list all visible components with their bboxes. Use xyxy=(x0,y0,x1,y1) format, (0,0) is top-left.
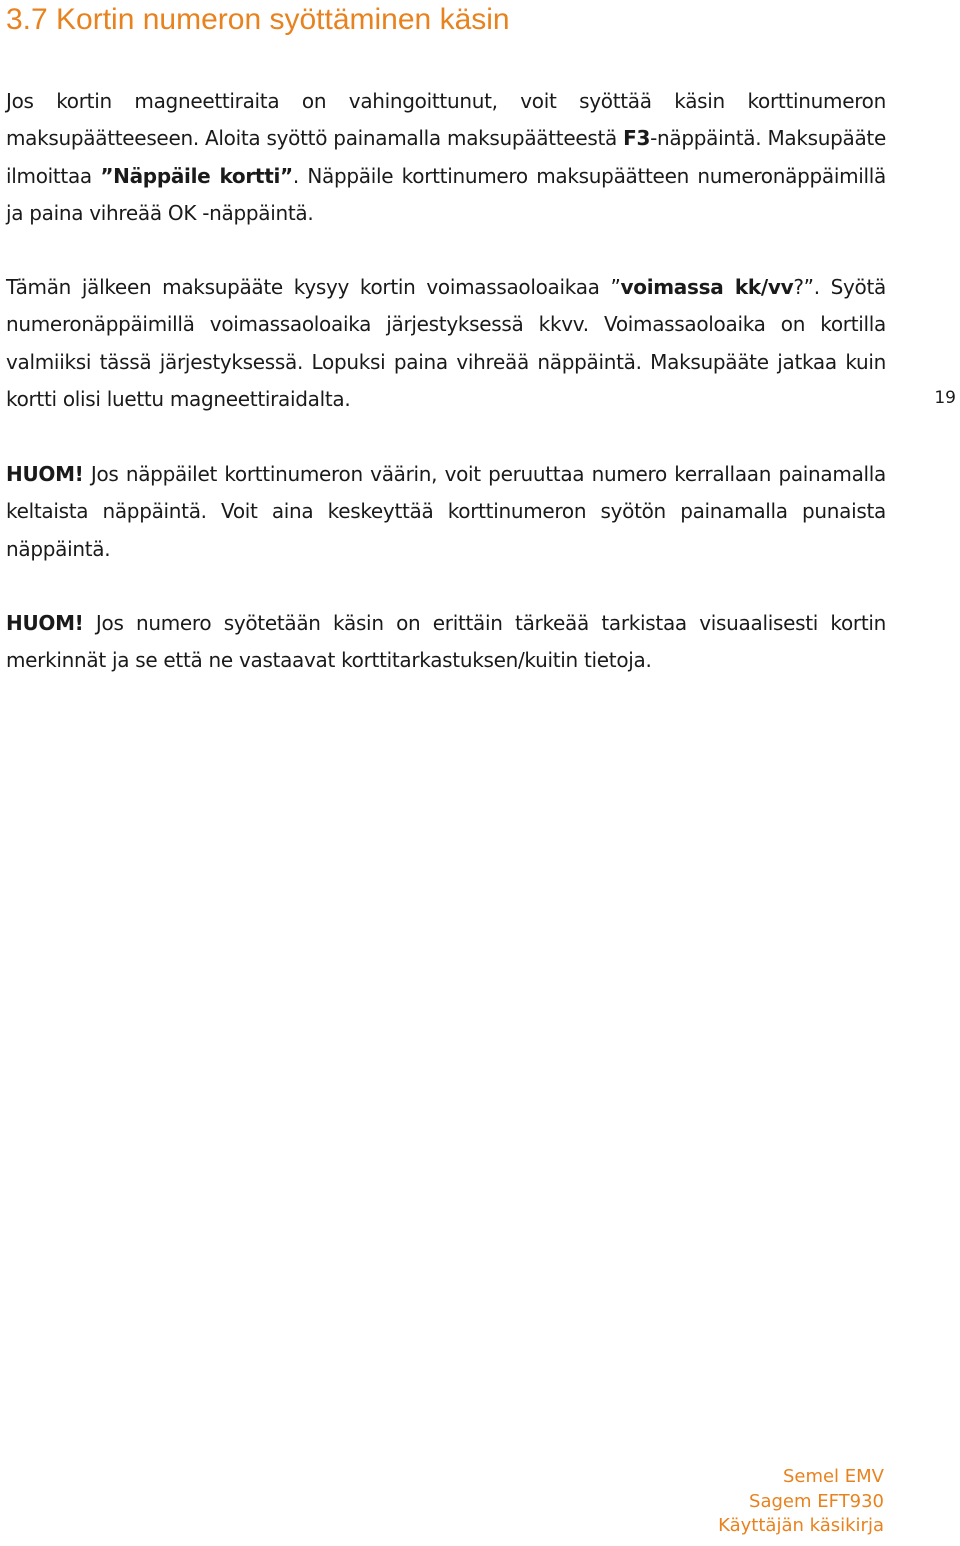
paragraph-text: -näppäintä. Maksupääte ilmoittaa xyxy=(6,126,886,188)
footer-product: Semel EMV xyxy=(782,1466,884,1487)
terminal-prompt: ”Näppäile kortti” xyxy=(100,163,293,188)
note-text: Jos näppäilet korttinumeron väärin, voit peruuttaa numero kerrallaan painamalla keltaista näppäintä. Voit aina keskeyttää korttinumeron syötön painamalla punaista näppäintä. xyxy=(6,462,886,561)
paragraph-text: Jos kortin magneettiraita on vahingoittunut, voit syöttää käsin korttinumeron maksupäätteeseen. Aloita syöttö painamalla maksupäätteestä xyxy=(6,89,886,151)
paragraph-expiry-date xyxy=(6,269,886,418)
note-label: HUOM! xyxy=(6,462,84,486)
note-text: Jos numero syötetään käsin on erittäin tärkeää tarkistaa visuaalisesti kortin merkinnät ja se että ne vastaavat korttitarkastuksen/kuitin tietoja. xyxy=(6,611,886,673)
page-title: 3.7 Kortin numeron syöttäminen käsin xyxy=(6,3,510,36)
paragraph-text: . Näppäile korttinumero maksupäätteen numeronäppäimillä ja paina vihreää OK -näppäintä. xyxy=(6,163,886,225)
footer-manual-title: Käyttäjän käsikirja xyxy=(718,1515,884,1536)
footer-device: Sagem EFT930 xyxy=(749,1490,884,1512)
paragraph-text: ?”. Syötä numeronäppäimillä voimassaoloaika järjestyksessä kkvv. Voimassaoloaika on kortilla valmiiksi tässä järjestyksessä. Lopuksi paina vihreää näppäintä. Maksupääte jatkaa kuin kortti olisi luettu magneettiraidalta. xyxy=(6,275,886,411)
note-verification xyxy=(6,605,886,680)
key-label: F3 xyxy=(623,126,651,151)
terminal-prompt: voimassa kk/vv xyxy=(620,275,794,299)
footer xyxy=(718,1465,884,1539)
note-correction xyxy=(6,456,886,568)
page-number: 19 xyxy=(934,388,956,408)
paragraph-manual-entry xyxy=(6,83,886,232)
note-label: HUOM! xyxy=(6,611,84,635)
paragraph-text: Tämän jälkeen maksupääte kysyy kortin voimassaoloaikaa ” xyxy=(6,275,621,299)
